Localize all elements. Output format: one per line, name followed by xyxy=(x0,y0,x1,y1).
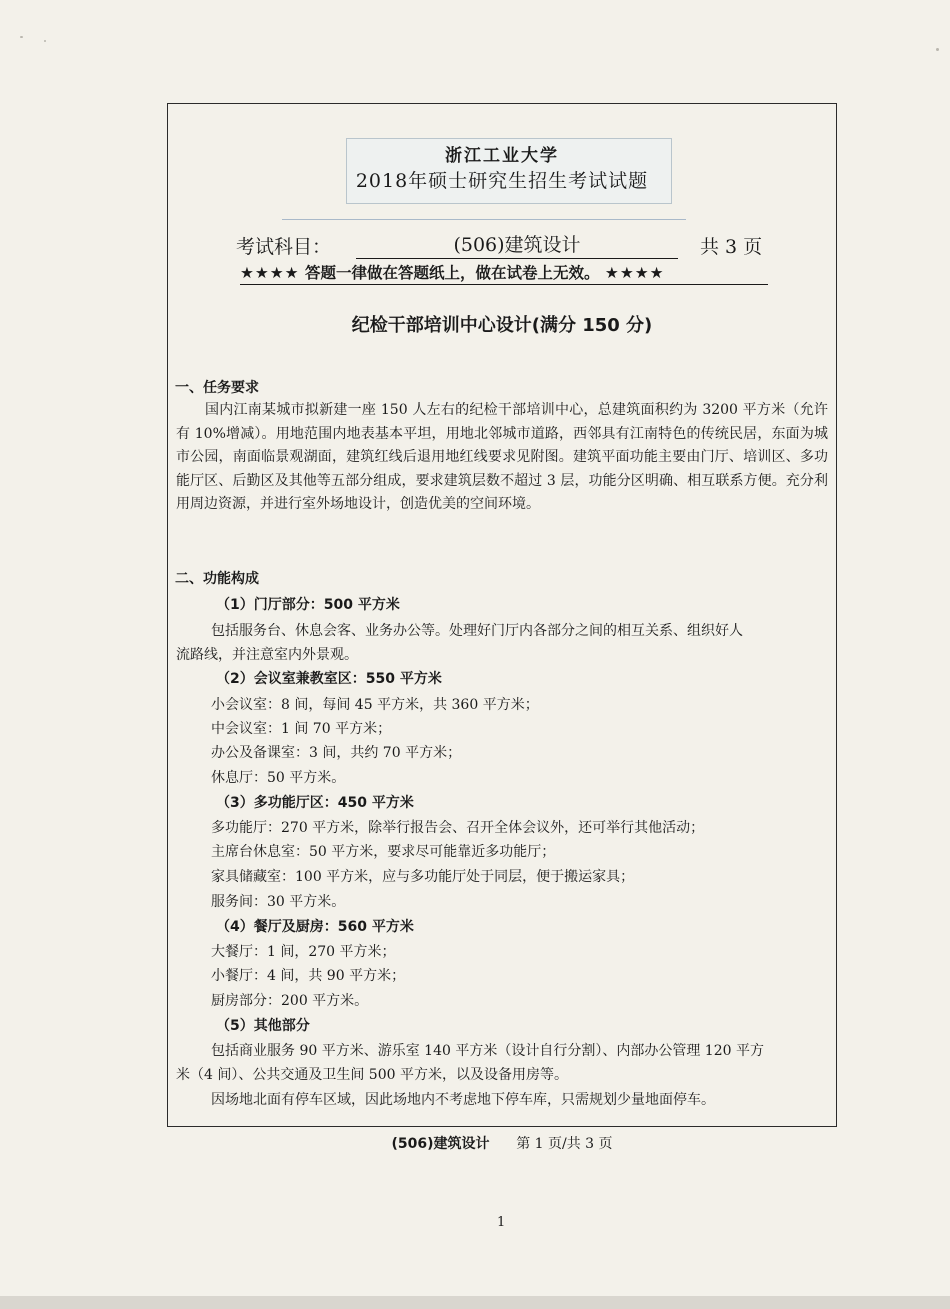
part3-title: （3）多功能厅区：450 平方米 xyxy=(216,795,414,811)
part1-title: （1）门厅部分：500 平方米 xyxy=(216,597,400,613)
part2-title: （2）会议室兼教室区：550 平方米 xyxy=(216,671,442,687)
footer-page: 第 1 页/共 3 页 xyxy=(516,1136,613,1152)
exam-title: 2018年硕士研究生招生考试试题 xyxy=(355,170,649,192)
total-pages: 共 3 页 xyxy=(700,236,763,258)
part1-line: 流路线，并注意室内外景观。 xyxy=(176,647,358,663)
part5-title: （5）其他部分 xyxy=(216,1018,310,1034)
answer-notice xyxy=(240,262,768,285)
list-item: 中会议室：1 间 70 平方米； xyxy=(211,721,392,737)
list-item: 主席台休息室：50 平方米，要求尽可能靠近多功能厅； xyxy=(211,844,556,860)
scan-bottom-edge xyxy=(0,1296,950,1309)
part5-line: 因场地北面有停车区域，因此场地内不考虑地下停车库，只需规划少量地面停车。 xyxy=(211,1092,715,1108)
notice-text: 答题一律做在答题纸上，做在试卷上无效。 xyxy=(305,264,600,282)
page-footer xyxy=(167,1133,837,1153)
section-title-tasks: 一、任务要求 xyxy=(175,380,259,396)
list-item: 大餐厅：1 间，270 平方米； xyxy=(211,944,396,960)
list-item: 小餐厅：4 间，共 90 平方米； xyxy=(211,968,406,984)
notice-stars-right: ★★★★ xyxy=(604,264,665,282)
header-rule xyxy=(282,219,686,220)
part5-line: 包括商业服务 90 平方米、游乐室 140 平方米（设计自行分割）、内部办公管理 120 平方 xyxy=(211,1043,764,1059)
list-item: 家具储藏室：100 平方米，应与多功能厅处于同层，便于搬运家具； xyxy=(211,869,635,885)
list-item: 办公及备课室：3 间，共约 70 平方米； xyxy=(211,745,462,761)
list-item: 多功能厅：270 平方米，除举行报告会、召开全体会议外，还可举行其他活动； xyxy=(211,820,705,836)
subject-name: (506)建筑设计 xyxy=(356,232,678,259)
footer-subject: (506)建筑设计 xyxy=(391,1136,490,1152)
part4-title: （4）餐厅及厨房：560 平方米 xyxy=(216,919,414,935)
list-item: 休息厅：50 平方米。 xyxy=(211,770,346,786)
main-heading: 纪检干部培训中心设计(满分 150 分) xyxy=(351,315,653,336)
part5-line: 米（4 间）、公共交通及卫生间 500 平方米，以及设备用房等。 xyxy=(176,1067,568,1083)
section-tasks-paragraph: 国内江南某城市拟新建一座 150 人左右的纪检干部培训中心，总建筑面积约为 3200 平方米（允许有 10%增减）。用地范围内地表基本平坦，用地北邻城市道路，西邻具有江南特色的传统民居，东面为城市公园，南面临景观湖面，建筑红线后退用地红线要求见附图。建筑平面功能主要由门厅、培训区、多功能厅区、后勤区及其他等五部分组成，要求建筑层数不超过 3 层，功能分区明确、相互联系方便。充分利用周边资源，并进行室外场地设计，创造优美的空间环境。 xyxy=(176,402,828,513)
university-name: 浙江工业大学 xyxy=(445,146,559,166)
list-item: 服务间：30 平方米。 xyxy=(211,894,346,910)
section-title-functions: 二、功能构成 xyxy=(175,571,259,587)
scan-speck xyxy=(936,48,939,51)
part1-line: 包括服务台、休息会客、业务办公等。处理好门厅内各部分之间的相互关系、组织好人 xyxy=(211,623,743,639)
list-item: 小会议室：8 间，每间 45 平方米，共 360 平方米； xyxy=(211,697,539,713)
notice-stars-left: ★★★★ xyxy=(240,264,300,282)
subject-label: 考试科目： xyxy=(236,236,332,258)
page-number: 1 xyxy=(497,1215,506,1230)
scan-speck xyxy=(44,40,46,42)
scan-speck xyxy=(20,36,23,38)
list-item: 厨房部分：200 平方米。 xyxy=(211,993,369,1009)
